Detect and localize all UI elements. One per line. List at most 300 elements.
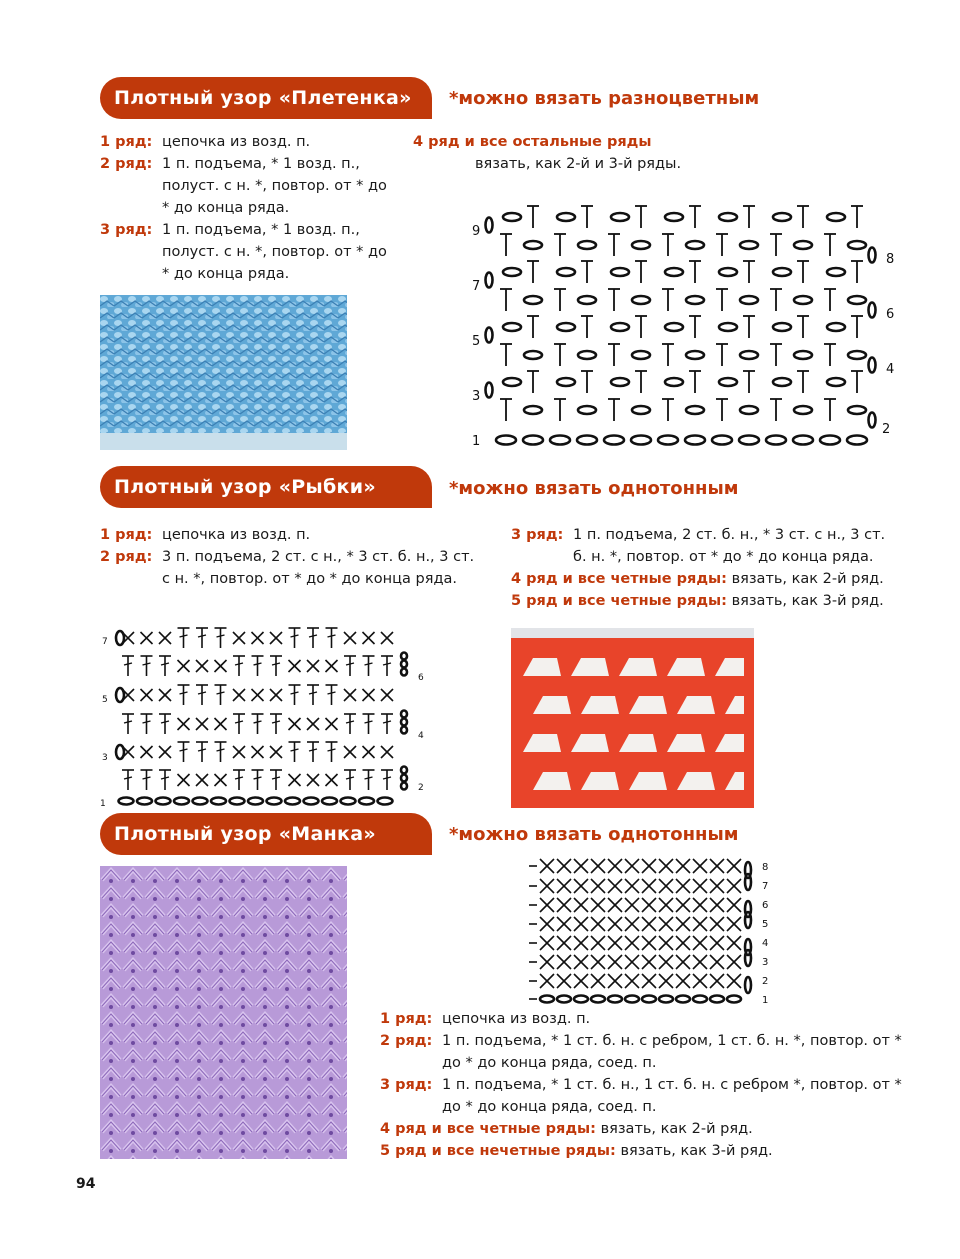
chain-stitch-symbol [285, 798, 300, 805]
single-crochet-symbol [196, 660, 208, 672]
row-text: 1 п. подъема, * 1 возд. п., полуст. с н. *, повтор. от * до * до конца ряда. [162, 156, 387, 216]
single-crochet-symbol [608, 879, 622, 893]
double-crochet-symbol [233, 714, 245, 734]
half-double-crochet-symbol [689, 206, 701, 228]
section-1-instructions [100, 131, 390, 285]
chain-stitch-symbol [503, 378, 521, 386]
single-crochet-symbol [252, 632, 264, 644]
chain-stitch-symbol [591, 996, 605, 1003]
single-crochet-symbol [642, 879, 656, 893]
chain-stitch-symbol [794, 406, 812, 414]
double-crochet-symbol [215, 742, 227, 762]
single-crochet-symbol [307, 774, 319, 786]
chain-stitch-symbol [848, 351, 866, 359]
chain-stitch-symbol [693, 996, 707, 1003]
double-crochet-symbol [326, 628, 338, 648]
chain-stitch-symbol [676, 996, 690, 1003]
chain-stitch-symbol [632, 241, 650, 249]
chain-stitch-symbol [156, 798, 171, 805]
single-crochet-symbol [591, 859, 605, 873]
double-crochet-symbol [141, 770, 153, 790]
half-double-crochet-symbol [851, 206, 863, 228]
red-white-swatch-photo [511, 628, 754, 808]
chain-stitch-symbol [486, 218, 493, 233]
chain-stitch-symbol [794, 351, 812, 359]
row-number-label: 8 [762, 862, 769, 873]
instruction-row [380, 1008, 920, 1030]
row-number-label: 1 [100, 799, 106, 809]
row-number-label: 3 [472, 389, 481, 404]
single-crochet-symbol [326, 774, 338, 786]
single-crochet-symbol [344, 632, 356, 644]
single-crochet-symbol [141, 746, 153, 758]
chain-stitch-symbol [401, 767, 407, 774]
chain-stitch-symbol [625, 996, 639, 1003]
single-crochet-symbol [233, 632, 245, 644]
row-number-label: 5 [472, 334, 481, 349]
section-2-note: *можно вязать однотонным [449, 478, 739, 499]
row-number-label: 2 [762, 976, 769, 987]
chain-stitch-symbol [401, 719, 407, 726]
double-crochet-symbol [196, 628, 208, 648]
single-crochet-symbol [252, 746, 264, 758]
chain-stitch-symbol [773, 323, 791, 331]
swatch-edge [744, 638, 754, 808]
chain-stitch-symbol [174, 798, 189, 805]
single-crochet-symbol [727, 936, 741, 950]
double-crochet-symbol [141, 656, 153, 676]
half-double-crochet-symbol [851, 371, 863, 393]
row-text: 1 п. подъема, * 1 ст. б. н., 1 ст. б. н. с ребром *, повтор. от * до * до конца ряда, соед. п. [442, 1077, 902, 1115]
chain-stitch-symbol [341, 798, 356, 805]
single-crochet-symbol [642, 974, 656, 988]
single-crochet-symbol [710, 898, 724, 912]
chain-stitch-symbol [686, 296, 704, 304]
chain-stitch-symbol [712, 436, 732, 445]
single-crochet-symbol [196, 774, 208, 786]
chain-stitch-symbol [193, 798, 208, 805]
chain-stitch-symbol [766, 436, 786, 445]
chain-stitch-symbol [632, 351, 650, 359]
row-label: 5 ряд и все четные ряды: [511, 593, 727, 609]
chain-stitch-symbol [773, 378, 791, 386]
chain-stitch-symbol [827, 378, 845, 386]
chain-stitch-symbol [401, 711, 407, 718]
single-crochet-symbol [625, 859, 639, 873]
half-double-crochet-symbol [554, 289, 566, 311]
row-text: цепочка из возд. п. [162, 527, 311, 543]
half-double-crochet-symbol [689, 371, 701, 393]
single-crochet-symbol [625, 936, 639, 950]
chain-stitch-symbol [740, 296, 758, 304]
single-crochet-symbol [591, 879, 605, 893]
chain-stitch-symbol [685, 436, 705, 445]
double-crochet-symbol [159, 656, 171, 676]
single-crochet-symbol [727, 974, 741, 988]
half-double-crochet-symbol [581, 261, 593, 283]
chain-stitch-symbol [710, 996, 724, 1003]
single-crochet-symbol [159, 746, 171, 758]
row-number-label: 9 [472, 224, 481, 239]
chain-stitch-symbol [322, 798, 337, 805]
half-double-crochet-symbol [500, 234, 512, 256]
single-crochet-symbol [557, 936, 571, 950]
single-crochet-symbol [215, 718, 227, 730]
double-crochet-symbol [307, 685, 319, 705]
chain-stitch-symbol [503, 268, 521, 276]
row-text: 1 п. подъема, * 1 возд. п., полуст. с н. *, повтор. от * до * до конца ряда. [162, 222, 387, 282]
single-crochet-symbol [693, 917, 707, 931]
single-crochet-symbol [693, 936, 707, 950]
double-crochet-symbol [344, 770, 356, 790]
section-1-extra [413, 131, 813, 175]
instruction-row [511, 524, 886, 568]
single-crochet-symbol [608, 859, 622, 873]
half-double-crochet-symbol [797, 371, 809, 393]
chain-stitch-symbol [578, 296, 596, 304]
single-crochet-symbol [557, 898, 571, 912]
chain-stitch-symbol [611, 213, 629, 221]
row-text: цепочка из возд. п. [162, 134, 311, 150]
chain-stitch-symbol [230, 798, 245, 805]
row-text: цепочка из возд. п. [442, 1011, 591, 1027]
single-crochet-symbol [326, 718, 338, 730]
row-number-label: 3 [762, 957, 769, 968]
row-label: 4 ряд и все четные ряды: [511, 571, 727, 587]
chain-stitch-symbol [248, 798, 263, 805]
chain-stitch-symbol [486, 273, 493, 288]
instruction-row [380, 1030, 920, 1074]
single-crochet-symbol [557, 974, 571, 988]
half-double-crochet-symbol [824, 399, 836, 421]
half-double-crochet-symbol [500, 344, 512, 366]
single-crochet-symbol [540, 898, 554, 912]
single-crochet-symbol [270, 689, 282, 701]
chain-stitch-symbol [304, 798, 319, 805]
single-crochet-symbol [727, 859, 741, 873]
single-crochet-symbol [215, 660, 227, 672]
row-label: 4 ряд и все четные ряды: [380, 1121, 596, 1137]
single-crochet-symbol [289, 774, 301, 786]
single-crochet-symbol [591, 936, 605, 950]
single-crochet-symbol [233, 689, 245, 701]
single-crochet-symbol [693, 898, 707, 912]
chain-stitch-symbol [401, 783, 407, 790]
chain-stitch-symbol [359, 798, 374, 805]
instruction-row [100, 546, 485, 590]
double-crochet-symbol [326, 742, 338, 762]
single-crochet-symbol [326, 660, 338, 672]
chain-stitch-symbol [848, 296, 866, 304]
single-crochet-symbol [693, 974, 707, 988]
chain-stitch-symbol [608, 996, 622, 1003]
chain-stitch-symbol [524, 241, 542, 249]
row-number-label: 1 [472, 434, 481, 449]
semolina-pattern-chart [525, 852, 775, 1010]
single-crochet-symbol [574, 955, 588, 969]
single-crochet-symbol [676, 859, 690, 873]
instruction-row [380, 1118, 920, 1140]
double-crochet-symbol [178, 685, 190, 705]
plait-pattern-chart [468, 205, 908, 455]
instruction-row [380, 1074, 920, 1118]
instruction-row [380, 1140, 920, 1162]
single-crochet-symbol [540, 974, 554, 988]
single-crochet-symbol [727, 879, 741, 893]
half-double-crochet-symbol [635, 206, 647, 228]
single-crochet-symbol [693, 859, 707, 873]
double-crochet-symbol [252, 770, 264, 790]
single-crochet-symbol [363, 746, 375, 758]
chain-stitch-symbol [211, 798, 226, 805]
chain-stitch-symbol [401, 653, 407, 660]
row-number-label: 4 [762, 938, 769, 949]
double-crochet-symbol [363, 656, 375, 676]
chain-stitch-symbol [820, 436, 840, 445]
chain-stitch-symbol [727, 996, 741, 1003]
chain-stitch-symbol [486, 383, 493, 398]
single-crochet-symbol [344, 689, 356, 701]
single-crochet-symbol [574, 859, 588, 873]
half-double-crochet-symbol [608, 344, 620, 366]
chain-stitch-symbol [119, 798, 134, 805]
chain-stitch-symbol [847, 436, 867, 445]
instruction-row [100, 131, 390, 153]
double-crochet-symbol [122, 656, 134, 676]
double-crochet-symbol [233, 656, 245, 676]
single-crochet-symbol [727, 955, 741, 969]
row-text: вязать, как 2-й ряд. [731, 571, 884, 587]
chain-stitch-symbol [578, 406, 596, 414]
chain-stitch-symbol [773, 268, 791, 276]
single-crochet-symbol [540, 936, 554, 950]
half-double-crochet-symbol [824, 344, 836, 366]
chain-stitch-symbol [665, 323, 683, 331]
half-double-crochet-symbol [527, 371, 539, 393]
half-double-crochet-symbol [851, 261, 863, 283]
row-text: вязать, как 2-й ряд. [600, 1121, 753, 1137]
single-crochet-symbol [196, 718, 208, 730]
half-double-crochet-symbol [635, 261, 647, 283]
single-crochet-symbol [574, 917, 588, 931]
section-2-instructions-right [511, 524, 886, 612]
single-crochet-symbol [289, 718, 301, 730]
instruction-row [100, 219, 390, 285]
chain-stitch-symbol [665, 213, 683, 221]
row-number-label: 2 [418, 783, 424, 793]
row-number-label: 7 [102, 637, 108, 647]
chain-stitch-symbol [848, 406, 866, 414]
double-crochet-symbol [159, 770, 171, 790]
single-crochet-symbol [727, 917, 741, 931]
row-text: вязать, как 3-й ряд. [620, 1143, 773, 1159]
half-double-crochet-symbol [635, 371, 647, 393]
double-crochet-symbol [363, 770, 375, 790]
single-crochet-symbol [693, 955, 707, 969]
double-crochet-symbol [252, 656, 264, 676]
row-label: 2 ряд: [100, 549, 153, 565]
row-number-label: 2 [882, 422, 891, 437]
double-crochet-symbol [344, 656, 356, 676]
chain-stitch-symbol [686, 406, 704, 414]
chain-stitch-symbol [827, 268, 845, 276]
chain-stitch-symbol [739, 436, 759, 445]
chain-stitch-symbol [631, 436, 651, 445]
chain-stitch-symbol [137, 798, 152, 805]
chain-stitch-symbol [665, 378, 683, 386]
chain-stitch-symbol [267, 798, 282, 805]
chain-stitch-symbol [524, 296, 542, 304]
chain-stitch-symbol [378, 798, 393, 805]
single-crochet-symbol [608, 898, 622, 912]
single-crochet-symbol [625, 955, 639, 969]
section-1-title: Плотный узор «Плетенка» [100, 77, 432, 119]
single-crochet-symbol [642, 955, 656, 969]
chain-stitch-symbol [604, 436, 624, 445]
chain-stitch-symbol [574, 996, 588, 1003]
single-crochet-symbol [710, 974, 724, 988]
single-crochet-symbol [625, 879, 639, 893]
chain-stitch-symbol [827, 323, 845, 331]
chain-stitch-symbol [611, 378, 629, 386]
half-double-crochet-symbol [851, 316, 863, 338]
chain-stitch-symbol [848, 241, 866, 249]
section-3-instructions [380, 1008, 920, 1162]
double-crochet-symbol [141, 714, 153, 734]
row-text: 1 п. подъема, * 1 ст. б. н. с ребром, 1 ст. б. н. *, повтор. от * до * до конца ряда, соед. п. [442, 1033, 902, 1071]
double-crochet-symbol [289, 628, 301, 648]
half-double-crochet-symbol [716, 234, 728, 256]
half-double-crochet-symbol [527, 261, 539, 283]
single-crochet-symbol [642, 898, 656, 912]
chain-stitch-symbol [827, 213, 845, 221]
row-label: 1 ряд: [100, 134, 153, 150]
half-double-crochet-symbol [770, 344, 782, 366]
double-crochet-symbol [196, 742, 208, 762]
chain-stitch-symbol [665, 268, 683, 276]
chain-stitch-symbol [745, 874, 751, 890]
single-crochet-symbol [625, 917, 639, 931]
row-number-label: 6 [762, 900, 769, 911]
chain-stitch-symbol [632, 296, 650, 304]
double-crochet-symbol [289, 685, 301, 705]
chain-stitch-symbol [401, 669, 407, 676]
double-crochet-symbol [122, 770, 134, 790]
single-crochet-symbol [289, 660, 301, 672]
chain-stitch-symbol [611, 268, 629, 276]
single-crochet-symbol [270, 746, 282, 758]
chain-stitch-symbol [793, 436, 813, 445]
chain-stitch-symbol [869, 413, 876, 428]
double-crochet-symbol [178, 628, 190, 648]
double-crochet-symbol [252, 714, 264, 734]
instruction-row [100, 524, 485, 546]
chain-stitch-symbol [116, 745, 124, 759]
chain-stitch-symbol [116, 631, 124, 645]
half-double-crochet-symbol [608, 399, 620, 421]
instruction-row [511, 568, 886, 590]
chain-stitch-symbol [869, 358, 876, 373]
lilac-swatch-photo [100, 866, 347, 1159]
chain-stitch-symbol [401, 775, 407, 782]
single-crochet-symbol [252, 689, 264, 701]
chain-stitch-symbol [550, 436, 570, 445]
single-crochet-symbol [557, 879, 571, 893]
page-number: 94 [76, 1176, 96, 1192]
double-crochet-symbol [326, 685, 338, 705]
chain-stitch-symbol [577, 436, 597, 445]
row-label: 3 ряд: [380, 1077, 433, 1093]
single-crochet-symbol [344, 746, 356, 758]
chain-stitch-symbol [740, 241, 758, 249]
single-crochet-symbol [363, 632, 375, 644]
instruction-row [511, 590, 886, 612]
single-crochet-symbol [659, 955, 673, 969]
single-crochet-symbol [307, 718, 319, 730]
single-crochet-symbol [693, 879, 707, 893]
double-crochet-symbol [159, 714, 171, 734]
section-2-instructions-left [100, 524, 485, 590]
chain-stitch-symbol [557, 268, 575, 276]
row-text: вязать, как 3-й ряд. [731, 593, 884, 609]
single-crochet-symbol [659, 974, 673, 988]
half-double-crochet-symbol [581, 206, 593, 228]
chain-stitch-symbol [658, 436, 678, 445]
chain-stitch-symbol [794, 296, 812, 304]
single-crochet-symbol [642, 936, 656, 950]
double-crochet-symbol [381, 656, 393, 676]
single-crochet-symbol [178, 660, 190, 672]
single-crochet-symbol [710, 936, 724, 950]
single-crochet-symbol [676, 879, 690, 893]
section-3-title: Плотный узор «Манка» [100, 813, 432, 855]
chain-stitch-symbol [686, 241, 704, 249]
single-crochet-symbol [608, 917, 622, 931]
single-crochet-symbol [178, 774, 190, 786]
row-label: 5 ряд и все нечетные ряды: [380, 1143, 616, 1159]
single-crochet-symbol [363, 689, 375, 701]
row-number-label: 5 [762, 919, 769, 930]
single-crochet-symbol [540, 955, 554, 969]
row-number-label: 4 [886, 362, 895, 377]
row-text: 3 п. подъема, 2 ст. с н., * 3 ст. б. н., 3 ст. с н. *, повтор. от * до * до конца ряда. [162, 549, 475, 587]
half-double-crochet-symbol [797, 261, 809, 283]
single-crochet-symbol [659, 936, 673, 950]
single-crochet-symbol [676, 955, 690, 969]
half-double-crochet-symbol [689, 261, 701, 283]
chain-stitch-symbol [524, 406, 542, 414]
half-double-crochet-symbol [716, 344, 728, 366]
single-crochet-symbol [608, 936, 622, 950]
half-double-crochet-symbol [797, 316, 809, 338]
row-label: 3 ряд: [100, 222, 153, 238]
half-double-crochet-symbol [581, 371, 593, 393]
chain-stitch-symbol [740, 351, 758, 359]
single-crochet-symbol [659, 859, 673, 873]
single-crochet-symbol [141, 632, 153, 644]
single-crochet-symbol [710, 955, 724, 969]
single-crochet-symbol [625, 974, 639, 988]
single-crochet-symbol [608, 974, 622, 988]
half-double-crochet-symbol [662, 234, 674, 256]
single-crochet-symbol [307, 660, 319, 672]
row-label: 2 ряд: [380, 1033, 433, 1049]
single-crochet-symbol [591, 917, 605, 931]
half-double-crochet-symbol [608, 289, 620, 311]
single-crochet-symbol [676, 898, 690, 912]
instruction-row [100, 153, 390, 219]
single-crochet-symbol [676, 917, 690, 931]
